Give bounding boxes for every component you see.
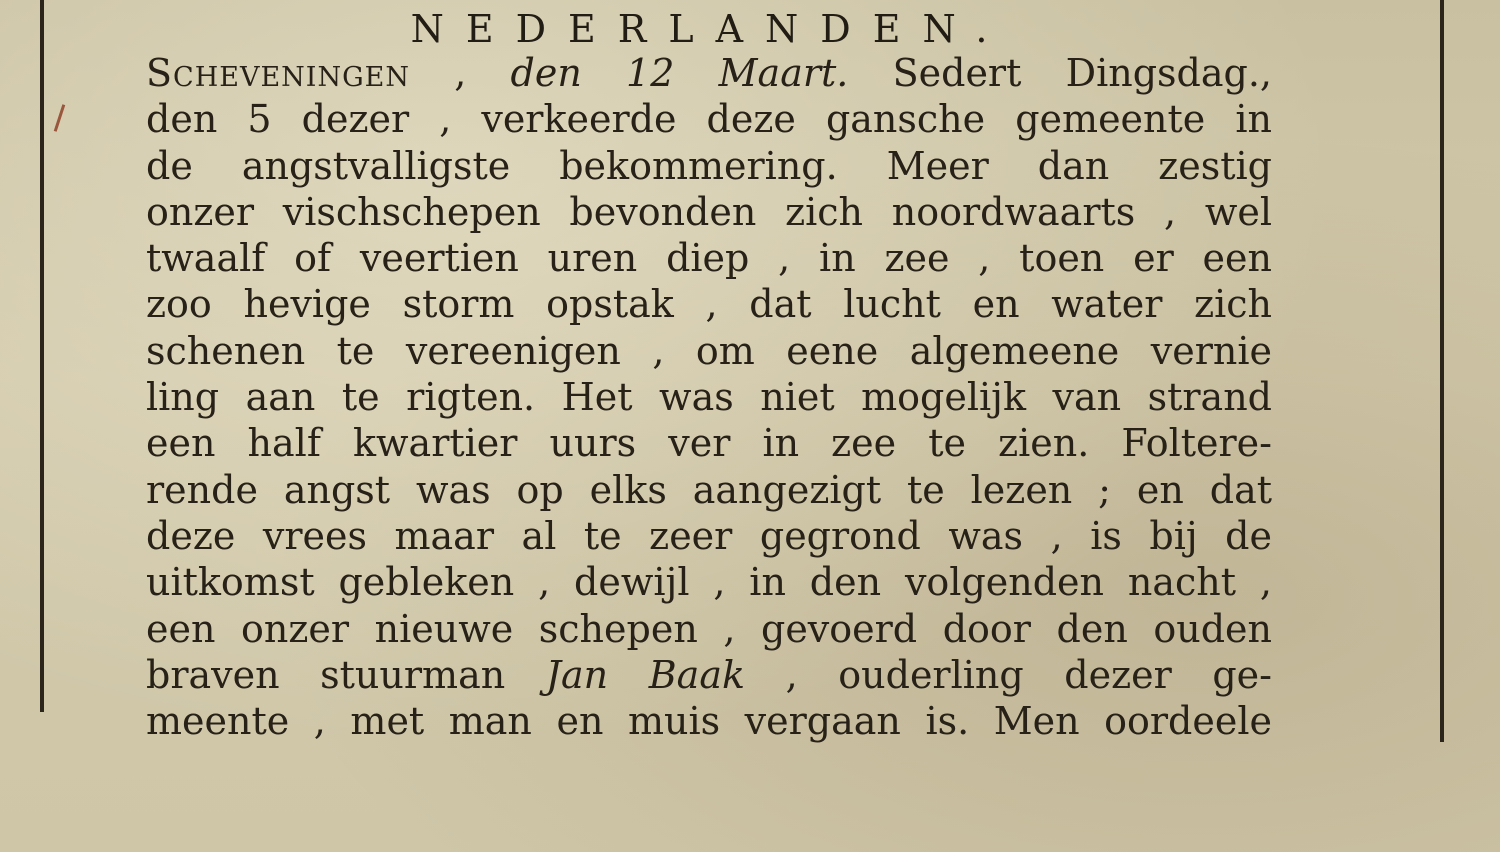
dateline-month: Maart. — [718, 51, 849, 95]
margin-ink-mark — [54, 104, 66, 132]
article-line: een half kwartier uurs ver in zee te zien. Foltere- — [146, 421, 1272, 466]
article-line: deze vrees maar al te zeer gegrond was , is bij de — [146, 513, 1272, 558]
article-line: onzer vischschepen bevonden zich noordwaarts , wel — [146, 189, 1272, 234]
article-line: schenen te vereenigen , om eene algemeene vernie — [146, 328, 1272, 373]
article-line: een onzer nieuwe schepen , gevoerd door den ouden — [146, 606, 1272, 651]
article-final-line: meente , met man en muis vergaan is. Men oordeele — [146, 699, 1272, 744]
article-line: rende angst was op elks aangezigt te lezen ; en dat — [146, 467, 1272, 512]
person-name: Jan Baak — [545, 652, 746, 697]
article-line: zoo hevige storm opstak , dat lucht en water zich — [146, 282, 1272, 327]
article-line: den 5 dezer , verkeerde deze gansche gemeente in — [146, 97, 1272, 142]
article-line: de angstvalligste bekommering. Meer dan zestig — [146, 143, 1272, 188]
dateline-separator: , — [409, 51, 467, 95]
article-line: uitkomst gebleken , dewijl , in den volgenden nacht , — [146, 560, 1272, 605]
dateline — [146, 50, 1272, 96]
right-column-rule — [1440, 0, 1444, 742]
named-line-before: braven stuurman — [146, 652, 546, 697]
left-column-rule — [40, 0, 44, 712]
article-line: twaalf of veertien uren diep , in zee , toen er een — [146, 236, 1272, 281]
dateline-date-prefix: den 12 — [510, 51, 719, 95]
news-article — [146, 50, 1272, 744]
section-heading: NEDERLANDEN. — [410, 7, 1010, 51]
named-line-after: , ouderling dezer ge- — [745, 652, 1273, 697]
dateline-rest: Sedert Dingsdag., — [848, 51, 1272, 95]
article-line-named — [146, 652, 1272, 698]
article-line: ling aan te rigten. Het was niet mogelijk van strand — [146, 375, 1272, 420]
dateline-place: Scheveningen — [146, 51, 410, 95]
